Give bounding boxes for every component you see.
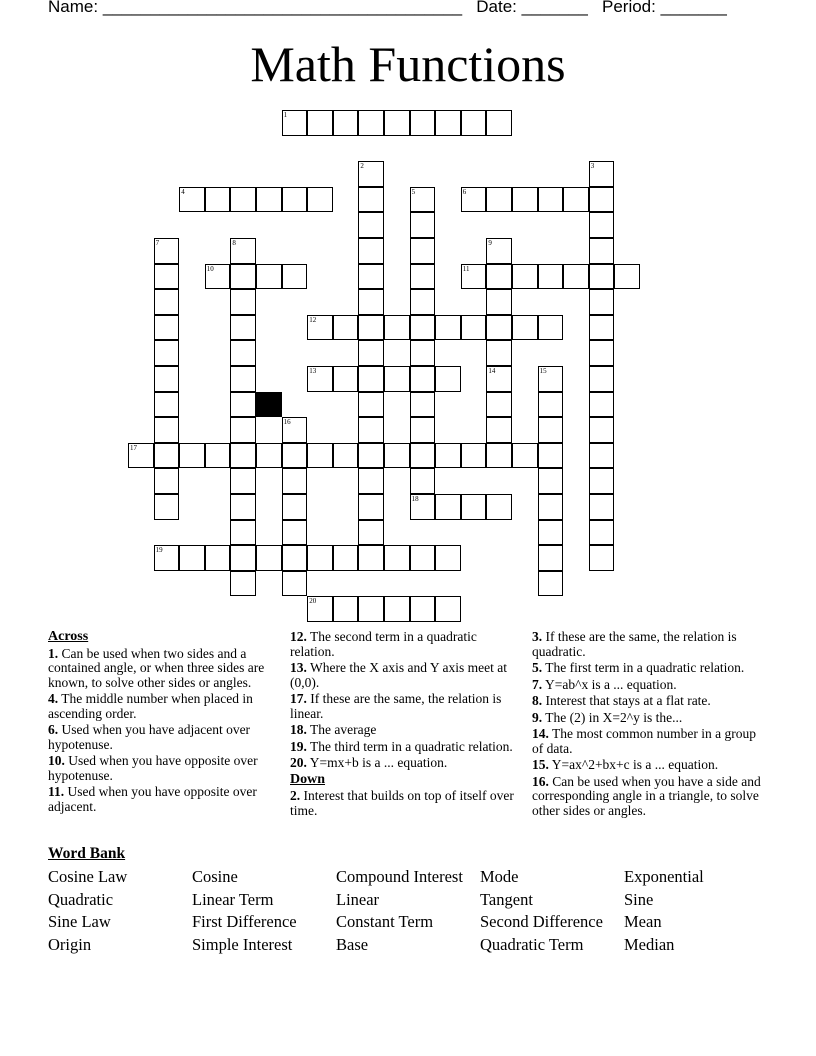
clue-text: Used when you have opposite over hypotenuse.: [48, 753, 258, 783]
grid-cell[interactable]: [589, 315, 615, 341]
period-line[interactable]: _______: [660, 0, 727, 16]
grid-cell[interactable]: [282, 545, 308, 571]
grid-cell[interactable]: [435, 596, 461, 622]
word-bank-item: Median: [624, 935, 675, 955]
clue: [532, 694, 764, 709]
across-heading: Across: [48, 629, 89, 644]
clue-number: 8.: [532, 693, 543, 708]
grid-cell[interactable]: [384, 443, 410, 469]
grid-cell[interactable]: [205, 187, 231, 213]
clue-number: 10: [206, 264, 214, 273]
clue-text: Used when you have opposite over adjacent.: [48, 784, 257, 814]
clue-number: 4: [181, 187, 185, 196]
grid-cell[interactable]: [410, 494, 436, 520]
clue: [290, 692, 518, 721]
clue-number: 7.: [532, 676, 543, 692]
grid-cell[interactable]: [358, 315, 384, 341]
clue-number: 14.: [532, 726, 549, 741]
grid-cell[interactable]: [282, 443, 308, 469]
grid-cell[interactable]: [589, 161, 615, 187]
grid-cell[interactable]: [410, 238, 436, 264]
grid-cell[interactable]: [358, 110, 384, 136]
grid-cell[interactable]: [230, 289, 256, 315]
grid-cell[interactable]: [282, 417, 308, 443]
grid-cell[interactable]: [410, 315, 436, 341]
grid-cell[interactable]: [410, 366, 436, 392]
grid-cell[interactable]: [512, 443, 538, 469]
grid-cell[interactable]: [128, 443, 154, 469]
grid-cell[interactable]: [154, 494, 180, 520]
clue-text: The third term in a quadratic relation.: [310, 738, 513, 754]
clue-text: Can be used when two sides and a contained angle, or when three sides are known, to solve other sides or angles.: [48, 645, 265, 690]
grid-cell[interactable]: [358, 289, 384, 315]
clue: [290, 740, 518, 755]
word-bank-item: Simple Interest: [192, 935, 293, 955]
grid-cell[interactable]: [410, 545, 436, 571]
grid-cell[interactable]: [410, 468, 436, 494]
grid-cell[interactable]: [230, 315, 256, 341]
grid-cell[interactable]: [282, 187, 308, 213]
grid-cell[interactable]: [384, 596, 410, 622]
word-bank-item: Origin: [48, 935, 92, 955]
grid-cell[interactable]: [179, 187, 205, 213]
grid-cell[interactable]: [358, 212, 384, 238]
grid-cell[interactable]: [333, 545, 359, 571]
grid-cell[interactable]: [589, 238, 615, 264]
grid-cell[interactable]: [461, 110, 487, 136]
clue-number: 6.: [48, 722, 59, 737]
word-bank-item: Mean: [624, 912, 662, 932]
grid-cell[interactable]: [358, 238, 384, 264]
grid-cell[interactable]: [307, 187, 333, 213]
grid-cell[interactable]: [333, 443, 359, 469]
clue-number: 17: [130, 443, 137, 452]
clue-number: 2.: [290, 788, 301, 803]
grid-cell[interactable]: [230, 520, 256, 546]
grid-cell[interactable]: [230, 571, 256, 597]
grid-cell[interactable]: [589, 264, 615, 290]
clues-column-1: [48, 630, 276, 816]
clue-text: The average: [310, 722, 377, 737]
grid-cell[interactable]: [512, 315, 538, 341]
grid-cell[interactable]: [435, 494, 461, 520]
clue: [532, 678, 764, 693]
grid-cell[interactable]: [154, 366, 180, 392]
grid-cell[interactable]: [230, 468, 256, 494]
clue-number: 15: [539, 367, 547, 375]
clue-text: Can be used when you have a side and corresponding angle in a triangle, to solve other sides or angles.: [532, 773, 761, 818]
grid-cell[interactable]: [461, 315, 487, 341]
clue: [532, 630, 764, 659]
grid-cell[interactable]: [538, 315, 564, 341]
grid-cell[interactable]: [486, 315, 512, 341]
clue-text: Where the X axis and Y axis meet at (0,0).: [290, 660, 507, 690]
grid-cell[interactable]: [538, 443, 564, 469]
grid-cell[interactable]: [154, 468, 180, 494]
grid-cell[interactable]: [486, 238, 512, 264]
word-bank-item: Exponential: [624, 867, 704, 886]
grid-cell[interactable]: [307, 596, 333, 622]
clue: [290, 723, 518, 738]
grid-cell[interactable]: [230, 366, 256, 392]
grid-cell[interactable]: [358, 443, 384, 469]
grid-cell[interactable]: [589, 212, 615, 238]
clue-number: 4.: [48, 691, 59, 706]
grid-cell[interactable]: [486, 264, 512, 290]
grid-cell[interactable]: [282, 571, 308, 597]
grid-cell[interactable]: [358, 366, 384, 392]
clue-text: If these are the same, the relation is quadratic.: [532, 629, 737, 659]
clue-number: 13: [309, 367, 317, 375]
grid-cell[interactable]: [333, 366, 359, 392]
grid-cell[interactable]: [230, 494, 256, 520]
clue-number: 19.: [290, 738, 307, 754]
clues-column-2: [290, 630, 518, 820]
grid-cell[interactable]: [538, 392, 564, 418]
grid-cell[interactable]: [256, 443, 282, 469]
grid-cell[interactable]: [589, 545, 615, 571]
word-bank-item: Linear Term: [192, 889, 274, 909]
word-bank-title: Word Bank: [48, 845, 126, 862]
grid-cell[interactable]: [230, 187, 256, 213]
grid-cell[interactable]: [486, 417, 512, 443]
clue-text: Used when you have adjacent over hypotenuse.: [48, 722, 251, 752]
grid-cell[interactable]: [486, 110, 512, 136]
page-title: Math Functions: [250, 36, 566, 92]
grid-cell[interactable]: [538, 571, 564, 597]
grid-cell[interactable]: [614, 264, 640, 290]
grid-cell[interactable]: [230, 443, 256, 469]
clue: [290, 789, 518, 818]
grid-cell[interactable]: [282, 468, 308, 494]
grid-cell[interactable]: [486, 366, 512, 392]
word-bank-item: First Difference: [192, 912, 297, 932]
grid-cell[interactable]: [154, 315, 180, 341]
grid-cell[interactable]: [538, 494, 564, 520]
grid-cell[interactable]: [486, 340, 512, 366]
clue-number: 1: [283, 111, 288, 119]
grid-cell[interactable]: [230, 545, 256, 571]
clue-number: 3: [590, 162, 595, 171]
grid-cell[interactable]: [179, 443, 205, 469]
name-label: Name:: [48, 0, 99, 16]
grid-cell[interactable]: [358, 161, 384, 187]
grid-cell[interactable]: [461, 443, 487, 469]
grid-cell[interactable]: [205, 545, 231, 571]
clue-number: 20.: [290, 755, 307, 770]
clue-text: Y=ax^2+bx+c is a ... equation.: [551, 757, 719, 772]
grid-cell[interactable]: [589, 520, 615, 546]
grid-cell[interactable]: [154, 340, 180, 366]
grid-cell[interactable]: [307, 443, 333, 469]
grid-cell[interactable]: [154, 392, 180, 418]
name-line[interactable]: ______________________________________: [102, 0, 463, 16]
grid-cell[interactable]: [384, 110, 410, 136]
grid-cell[interactable]: [333, 596, 359, 622]
grid-cell[interactable]: [358, 520, 384, 546]
grid-cell[interactable]: [358, 264, 384, 290]
grid-cell[interactable]: [435, 443, 461, 469]
grid-cell[interactable]: [589, 187, 615, 213]
grid-cell[interactable]: [410, 443, 436, 469]
black-cell: [256, 392, 282, 418]
word-bank-item: Linear: [336, 889, 380, 909]
grid-cell[interactable]: [179, 545, 205, 571]
grid-cell[interactable]: [282, 520, 308, 546]
clue-text: Y=ab^x is a ... equation.: [545, 676, 677, 692]
clue-text: Interest that builds on top of itself over time.: [290, 788, 514, 818]
clue-number: 2: [360, 162, 364, 171]
grid-cell[interactable]: [358, 494, 384, 520]
clue-number: 1.: [48, 645, 59, 661]
grid-cell[interactable]: [282, 110, 308, 136]
clue-number: 18: [411, 495, 419, 503]
grid-cell[interactable]: [154, 238, 180, 264]
word-bank-item: Compound Interest: [336, 867, 463, 886]
grid-cell[interactable]: [384, 545, 410, 571]
clue-number: 17.: [290, 691, 307, 706]
grid-cell[interactable]: [589, 468, 615, 494]
date-label: Date:: [476, 0, 517, 16]
clue-text: The second term in a quadratic relation.: [290, 629, 477, 659]
clue: [532, 775, 764, 819]
clue-number: 16: [283, 418, 291, 427]
clue-number: 5.: [532, 660, 543, 675]
word-bank-item: Tangent: [480, 889, 533, 909]
clue-number: 10.: [48, 753, 65, 768]
grid-cell[interactable]: [512, 187, 538, 213]
clue-text: Interest that stays at a flat rate.: [545, 693, 711, 708]
grid-cell[interactable]: [589, 494, 615, 520]
grid-cell[interactable]: [435, 545, 461, 571]
clue-number: 15.: [532, 757, 549, 772]
grid-cell[interactable]: [538, 366, 564, 392]
clue-text: The first term in a quadratic relation.: [545, 660, 745, 675]
clue: [290, 630, 518, 659]
grid-cell[interactable]: [461, 264, 487, 290]
word-bank-item: Mode: [480, 867, 519, 886]
clue-number: 18.: [290, 722, 307, 737]
clue: [532, 661, 764, 676]
clue-text: The most common number in a group of data.: [532, 726, 756, 756]
grid-cell[interactable]: [589, 289, 615, 315]
clue: [532, 711, 764, 726]
clue-text: If these are the same, the relation is linear.: [290, 691, 502, 721]
grid-cell[interactable]: [512, 264, 538, 290]
grid-cell[interactable]: [538, 545, 564, 571]
grid-cell[interactable]: [154, 417, 180, 443]
clue-text: The middle number when placed in ascending order.: [48, 691, 253, 721]
grid-cell[interactable]: [410, 340, 436, 366]
grid-cell[interactable]: [307, 315, 333, 341]
clue-number: 6: [462, 187, 467, 196]
grid-cell[interactable]: [410, 596, 436, 622]
clue-number: 9: [488, 239, 492, 247]
grid-cell[interactable]: [307, 110, 333, 136]
grid-cell[interactable]: [563, 264, 589, 290]
grid-cell[interactable]: [384, 366, 410, 392]
clue: [290, 661, 518, 690]
grid-cell[interactable]: [538, 417, 564, 443]
clue-number: 14: [488, 367, 496, 375]
grid-cell[interactable]: [538, 468, 564, 494]
clue: [290, 756, 518, 771]
grid-cell[interactable]: [410, 187, 436, 213]
grid-cell[interactable]: [589, 392, 615, 418]
grid-cell[interactable]: [333, 110, 359, 136]
clue-number: 19: [155, 546, 163, 555]
grid-cell[interactable]: [589, 417, 615, 443]
grid-cell[interactable]: [358, 392, 384, 418]
clue: [48, 785, 276, 814]
grid-cell[interactable]: [410, 264, 436, 290]
grid-cell[interactable]: [205, 264, 231, 290]
grid-cell[interactable]: [589, 366, 615, 392]
word-bank-item: Constant Term: [336, 912, 434, 932]
grid-cell[interactable]: [256, 264, 282, 290]
clue-number: 3.: [532, 629, 543, 644]
down-heading: Down: [290, 771, 326, 787]
word-bank-item: Cosine Law: [48, 867, 128, 886]
grid-cell[interactable]: [538, 187, 564, 213]
grid-cell[interactable]: [410, 289, 436, 315]
grid-cell[interactable]: [154, 443, 180, 469]
date-line[interactable]: _______: [521, 0, 588, 16]
grid-cell[interactable]: [154, 264, 180, 290]
word-bank-item: Base: [336, 935, 369, 955]
grid-cell[interactable]: [486, 187, 512, 213]
grid-cell[interactable]: [435, 366, 461, 392]
clue: [48, 692, 276, 721]
grid-cell[interactable]: [538, 264, 564, 290]
grid-cell[interactable]: [358, 417, 384, 443]
word-bank-item: Second Difference: [480, 912, 603, 932]
word-bank-item: Cosine: [192, 867, 238, 886]
grid-cell[interactable]: [358, 187, 384, 213]
grid-cell[interactable]: [435, 110, 461, 136]
clues-column-3: [532, 630, 764, 820]
grid-cell[interactable]: [230, 264, 256, 290]
word-bank-item: Quadratic Term: [480, 935, 584, 955]
grid-cell[interactable]: [486, 443, 512, 469]
word-bank-item: Sine: [624, 889, 654, 909]
grid-cell[interactable]: [589, 340, 615, 366]
grid-cell[interactable]: [307, 366, 333, 392]
grid-cell[interactable]: [410, 212, 436, 238]
grid-cell[interactable]: [230, 417, 256, 443]
grid-cell[interactable]: [205, 443, 231, 469]
clue-number: 5: [411, 187, 416, 196]
grid-cell[interactable]: [461, 187, 487, 213]
word-bank: [48, 867, 768, 958]
grid-cell[interactable]: [358, 340, 384, 366]
grid-cell[interactable]: [486, 392, 512, 418]
grid-cell[interactable]: [461, 494, 487, 520]
clue-number: 20: [309, 597, 317, 606]
grid-cell[interactable]: [563, 187, 589, 213]
grid-cell[interactable]: [282, 494, 308, 520]
grid-cell[interactable]: [256, 545, 282, 571]
clue-number: 16.: [532, 773, 549, 789]
grid-cell[interactable]: [256, 187, 282, 213]
word-bank-item: Quadratic: [48, 889, 114, 909]
clue-text: Y=mx+b is a ... equation.: [309, 755, 448, 770]
period-label: Period:: [602, 0, 656, 16]
grid-cell[interactable]: [307, 545, 333, 571]
grid-cell[interactable]: [435, 315, 461, 341]
clue: [532, 727, 764, 756]
grid-cell[interactable]: [589, 443, 615, 469]
clue: [48, 723, 276, 752]
clue-number: 13.: [290, 660, 307, 675]
clue-number: 11.: [48, 784, 65, 799]
grid-cell[interactable]: [358, 468, 384, 494]
grid-cell[interactable]: [333, 315, 359, 341]
grid-cell[interactable]: [410, 417, 436, 443]
grid-cell[interactable]: [358, 596, 384, 622]
clue-number: 12: [309, 315, 317, 324]
grid-cell[interactable]: [358, 545, 384, 571]
grid-cell[interactable]: [282, 264, 308, 290]
grid-cell[interactable]: [154, 289, 180, 315]
grid-cell[interactable]: [230, 238, 256, 264]
clue-text: The (2) in X=2^y is the...: [545, 709, 683, 725]
grid-cell[interactable]: [230, 340, 256, 366]
grid-cell[interactable]: [384, 315, 410, 341]
grid-cell[interactable]: [410, 110, 436, 136]
grid-cell[interactable]: [486, 494, 512, 520]
clue-number: 12.: [290, 629, 307, 644]
word-bank-item: Sine Law: [48, 912, 111, 932]
grid-cell[interactable]: [538, 520, 564, 546]
clue-number: 8: [232, 239, 236, 247]
clue-number: 11: [462, 264, 470, 273]
grid-cell[interactable]: [154, 545, 180, 571]
grid-cell[interactable]: [486, 289, 512, 315]
clue-number: 9.: [532, 709, 543, 725]
clue: [48, 754, 276, 783]
clue: [532, 758, 764, 773]
clue: [48, 647, 276, 691]
grid-cell[interactable]: [410, 392, 436, 418]
grid-cell[interactable]: [230, 392, 256, 418]
clue-number: 7: [155, 239, 160, 247]
